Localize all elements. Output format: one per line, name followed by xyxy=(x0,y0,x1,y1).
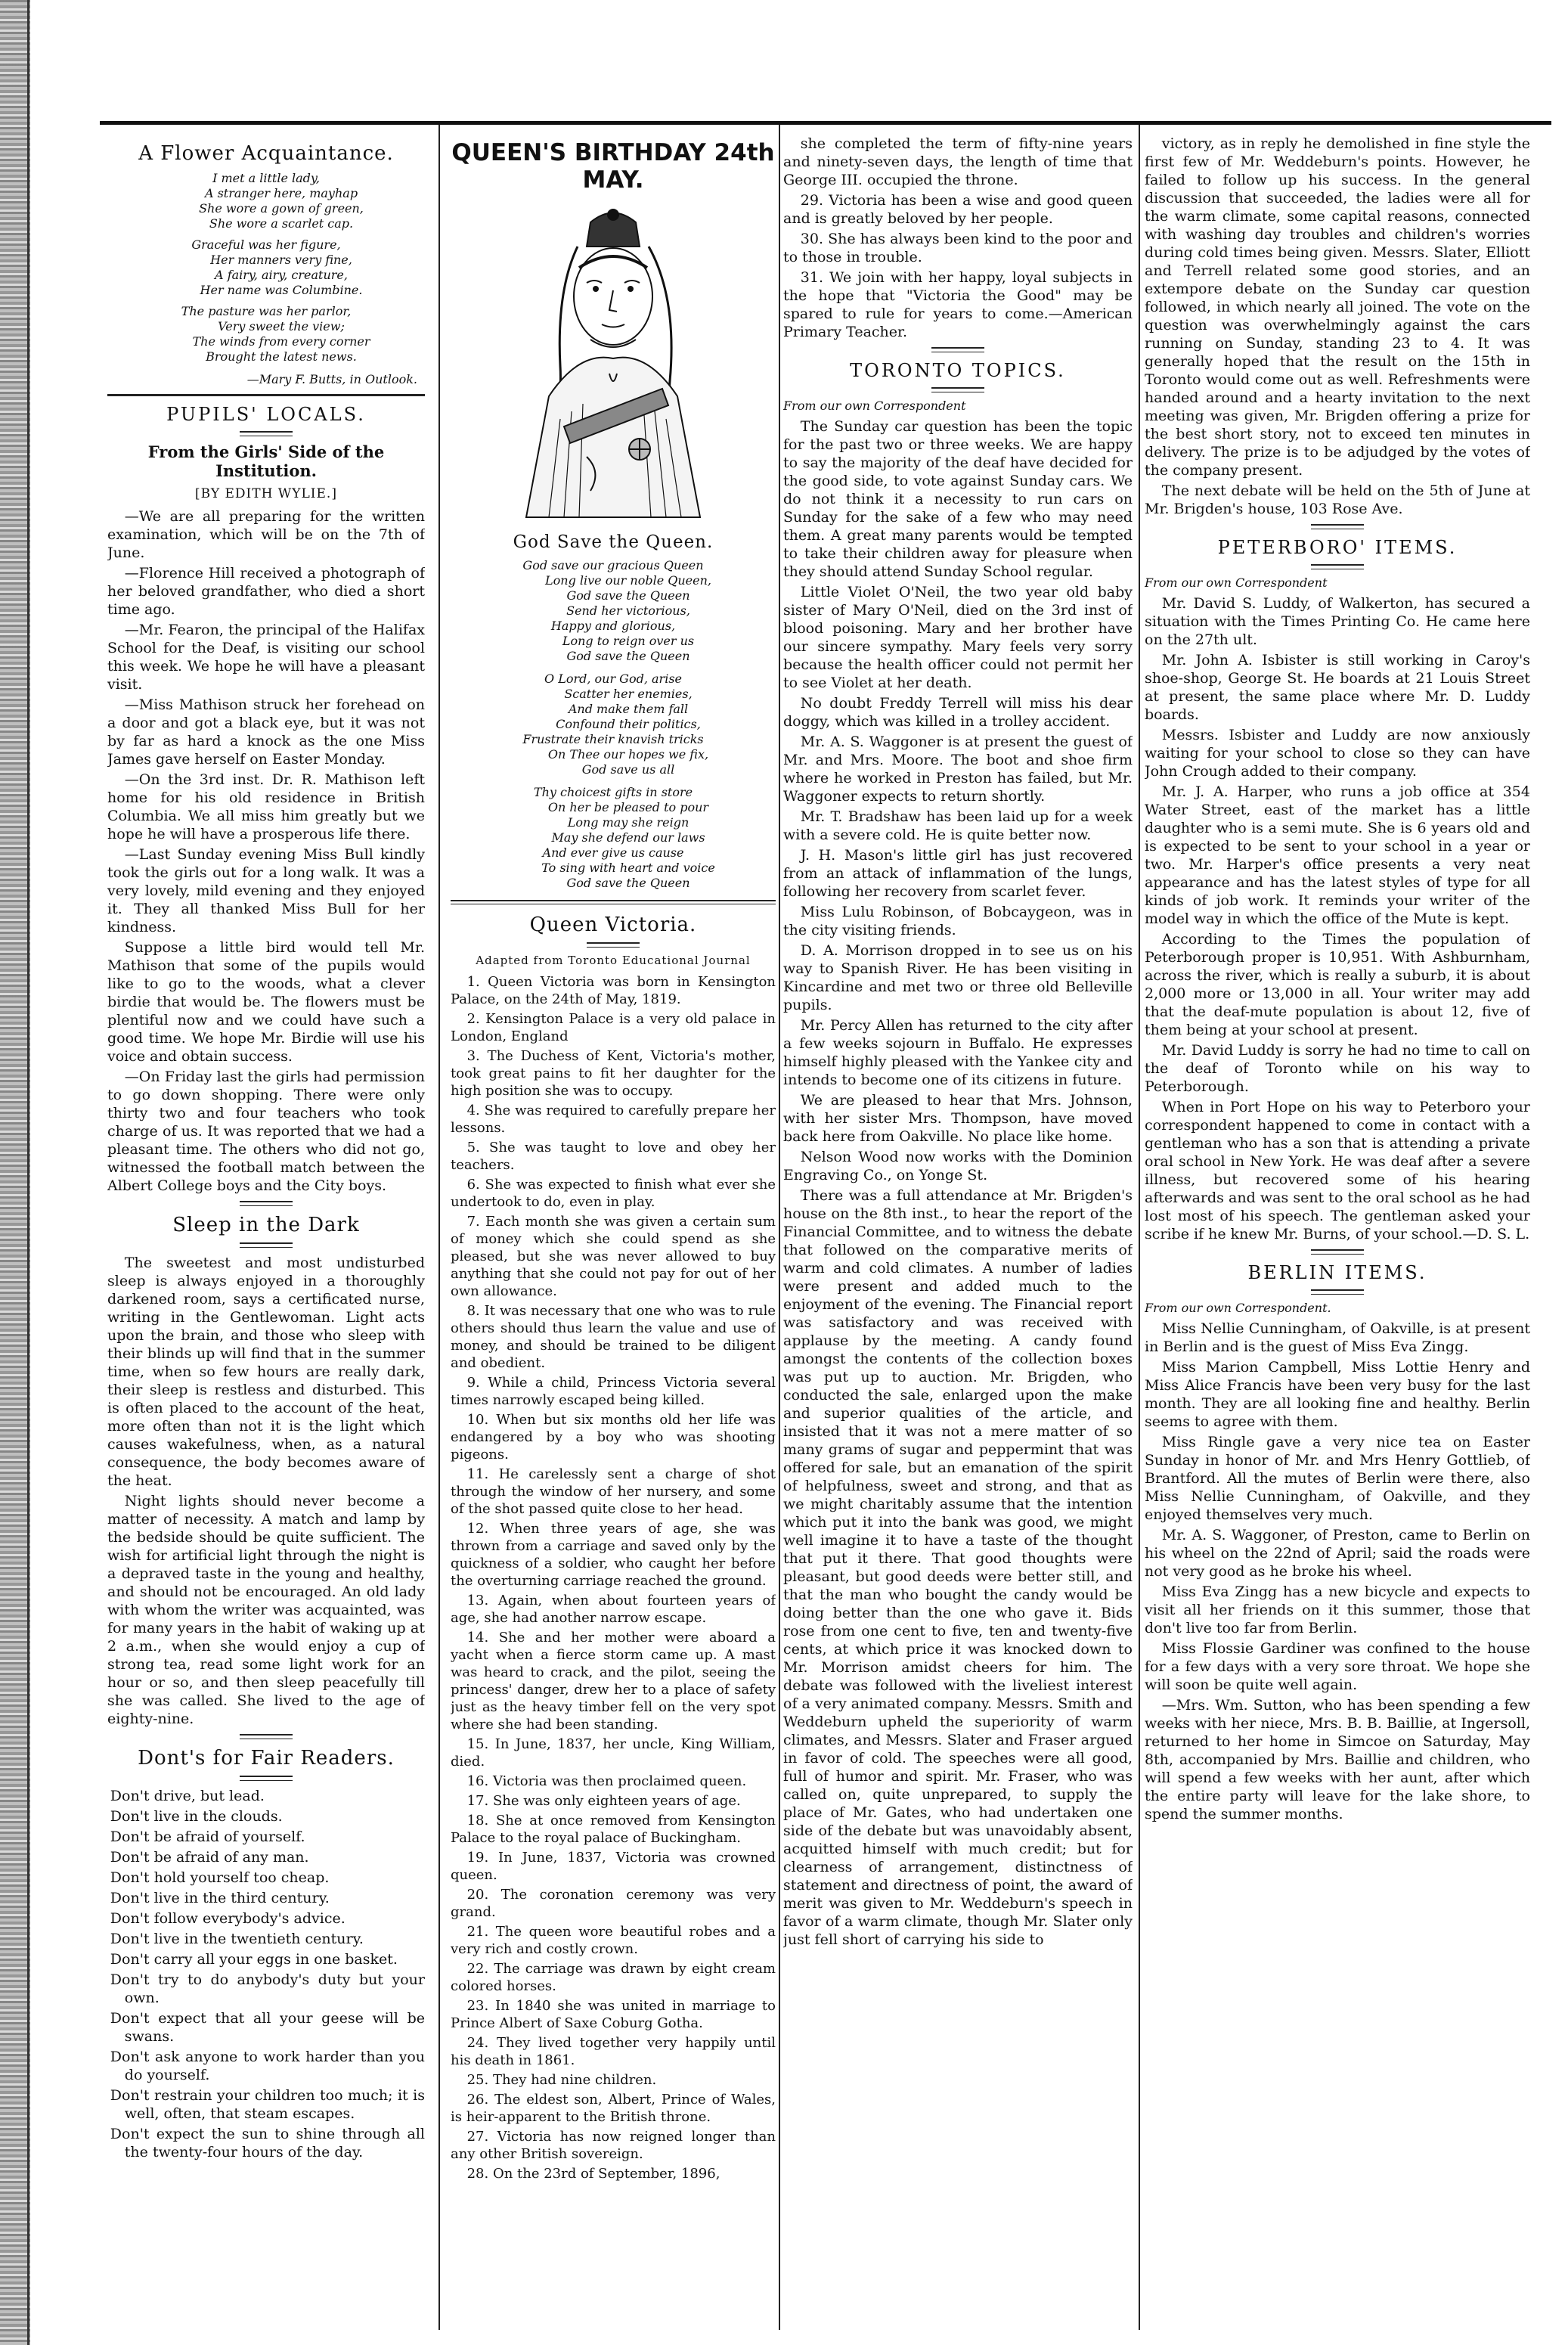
sleep-title: Sleep in the Dark xyxy=(172,1214,360,1236)
column-rule-1 xyxy=(438,125,440,2330)
victoria-item: 1. Queen Victoria was born in Kensington Palace, on the 24th of May, 1819. xyxy=(451,974,776,1007)
anthem-line: To sing with heart and voice xyxy=(541,861,715,875)
sleep-body xyxy=(107,1254,425,1728)
paragraph: —Miss Mathison struck her forehead on a door and got a black eye, but it was not by far as hard a knock as the one Miss James gave herself on Easter Monday. xyxy=(107,696,425,768)
paragraph: Mr. T. Bradshaw has been laid up for a week with a severe cold. He is quite better now. xyxy=(783,808,1133,843)
anthem-line: God save our gracious Queen xyxy=(522,558,704,572)
victoria-item: 5. She was taught to love and obey her teachers. xyxy=(451,1140,776,1173)
anthem-line: Long live our noble Queen, xyxy=(545,573,711,588)
column-2 xyxy=(451,135,776,2331)
paragraph: No doubt Freddy Terrell will miss his dear doggy, which was killed in a trolley accident. xyxy=(783,695,1133,730)
victoria-item: 14. She and her mother were aboard a yacht when a fierce storm came up. A mast was heard to crack, and the pilot, seeing the princess' danger, drew her to a place of safety just as the heavy timber fell on the very spot where she had been standing. xyxy=(451,1630,776,1732)
top-rule xyxy=(100,121,1551,125)
victoria-item: 17. She was only eighteen years of age. xyxy=(466,1793,741,1809)
dont-item: Don't be afraid of any man. xyxy=(110,1849,309,1866)
poem-line: She wore a scarlet cap. xyxy=(209,216,354,231)
paragraph: Miss Ringle gave a very nice tea on Easter Sunday in honor of Mr. and Mrs Henry Gottlieb, of Brantford. All the mutes of Berlin were there, also Miss Nellie Cunningham, of Oakville, and they enjoyed themselves very much. xyxy=(1145,1434,1530,1523)
dont-item: Don't ask anyone to work harder than you do yourself. xyxy=(110,2049,425,2083)
poem-line: The pasture was her parlor, xyxy=(181,304,352,318)
paragraph: Miss Nellie Cunningham, of Oakville, is at present in Berlin and is the guest of Miss Eva Zingg. xyxy=(1145,1320,1530,1355)
victoria-item: 27. Victoria has now reigned longer than any other British sovereign. xyxy=(451,2129,776,2162)
column-1 xyxy=(107,135,425,2331)
paragraph: Miss Marion Campbell, Miss Lottie Henry and Miss Alice Francis have been very busy for the last month. They are all looking fine and healthy. Berlin seems to agree with them. xyxy=(1145,1359,1530,1430)
poem-line: She wore a gown of green, xyxy=(199,201,364,216)
victoria-item: 9. While a child, Princess Victoria several times narrowly escaped being killed. xyxy=(451,1375,776,1408)
separator xyxy=(1311,564,1364,569)
column-4 xyxy=(1145,135,1530,2331)
paragraph: Mr. John A. Isbister is still working in Caroy's shoe-shop, George St. He boards at 21 Louis Street at present, the same place where Mr. D. Luddy boards. xyxy=(1145,652,1530,723)
poem-line: The winds from every corner xyxy=(192,334,370,349)
anthem-line: Scatter her enemies, xyxy=(564,687,693,701)
anthem-line: Confound their politics, xyxy=(556,717,701,731)
dont-item: Don't hold yourself too cheap. xyxy=(110,1869,330,1886)
paragraph: 31. We join with her happy, loyal subjects in the hope that "Victoria the Good" may be spared to rule for years to come.—American Primary Teacher. xyxy=(783,269,1133,340)
flower-credit: —Mary F. Butts, in Outlook. xyxy=(246,372,417,386)
paragraph: D. A. Morrison dropped in to see us on his way to Spanish River. He has been visiting in Kincardine and met two or three old Belleville pupils. xyxy=(783,942,1133,1013)
dont-item: Don't expect the sun to shine through all the twenty-four hours of the day. xyxy=(110,2126,425,2160)
dont-item: Don't try to do anybody's duty but your own. xyxy=(110,1971,425,2006)
flower-poem xyxy=(107,171,425,364)
victoria-item: 11. He carelessly sent a charge of shot through the window of her nursery, and some of the shot passed quite close to her head. xyxy=(451,1466,776,1517)
column-rule-3 xyxy=(1139,125,1140,2330)
anthem-line: Long may she reign xyxy=(567,815,689,830)
berlin-correspondent: From our own Correspondent. xyxy=(1145,1301,1331,1315)
victoria-item: 12. When three years of age, she was thrown from a carriage and saved only by the quickness of a soldier, who caught her before the overturning carriage reached the ground. xyxy=(451,1521,776,1589)
toronto-title: TORONTO TOPICS. xyxy=(850,360,1066,381)
separator xyxy=(240,1734,293,1739)
victoria-item: 19. In June, 1837, Victoria was crowned queen. xyxy=(451,1850,776,1883)
separator xyxy=(1311,524,1364,529)
anthem-line: God save the Queen xyxy=(566,876,690,890)
dont-item: Don't restrain your children too much; it is well, often, that steam escapes. xyxy=(110,2087,425,2122)
dont-item: Don't carry all your eggs in one basket. xyxy=(110,1951,398,1968)
victoria-title: Queen Victoria. xyxy=(529,913,697,936)
paragraph: —On the 3rd inst. Dr. R. Mathison left home for his old residence in British Columbia. We all miss him greatly but we hope he will have a prosperous life there. xyxy=(107,771,425,842)
peterboro-title: PETERBORO' ITEMS. xyxy=(1217,537,1458,558)
scanned-page-edge xyxy=(0,0,30,2345)
separator xyxy=(587,942,640,948)
paragraph: victory, as in reply he demolished in fine style the first few of Mr. Weddeburn's points. However, he failed to follow up his success. In the general discussion that succeeded, the ladies were all for the warm climate, some capital reasons, connected with washing day troubles and children's worries during cold times being given. Messrs. Slater, Elliott and Terrell related some good stories, and an extempore debate on the Sunday car question followed, in which nearly all joined. The vote on the question was overwhelmingly against the cars running on Sunday, standing 23 to 4. It was generally hoped that the result on the 15th in Toronto would come out as well. Refreshments were handed around and a hearty invitation to the next meeting was given, Mr. Brigden offering a prize for the best short story, not to exceed ten minutes in delivery. The prize is to be adjudged by the votes of the company present. xyxy=(1145,135,1530,479)
victoria-item: 16. Victoria was then proclaimed queen. xyxy=(466,1773,747,1789)
separator xyxy=(240,431,293,436)
paragraph: When in Port Hope on his way to Peterboro your correspondent happened to come in contact with a gentleman who has a son that is attending a private oral school in New York. He was deaf after a severe illness, but recovered some of his hearing afterwards and was sent to the oral school as he had lost most of his speech. The gentleman asked your scribe if he knew Mr. Burns, of your school.—D. S. L. xyxy=(1145,1099,1530,1242)
paragraph: Suppose a little bird would tell Mr. Mathison that some of the pupils would like to go to the woods, what a clever birdie that would be. The flowers must be plentiful now and we could have such a good time. We hope Mr. Birdie will use his voice and obtain success. xyxy=(107,939,425,1065)
poem-line: Graceful was her figure, xyxy=(191,237,341,252)
separator xyxy=(240,1242,293,1248)
column-3 xyxy=(783,135,1133,2331)
locals-body xyxy=(107,507,425,1195)
anthem-line: Happy and glorious, xyxy=(550,619,676,633)
victoria-item: 22. The carriage was drawn by eight cream colored horses. xyxy=(451,1961,776,1994)
paragraph: The sweetest and most undisturbed sleep is always enjoyed in a thoroughly darkened room, says a certificated nurse, writing in the Gentlewoman. Light acts upon the brain, and those who sleep with their blinds up will find that in the summer time, when so few hours are really dark, their sleep is restless and disturbed. This is often placed to the account of the heat, more often than not it is the light which causes wakefulness, when, as a natural consequence, the body becomes aware of the heat. xyxy=(107,1255,425,1489)
paragraph: Mr. Percy Allen has returned to the city after a few weeks sojourn in Buffalo. He expresses himself highly pleased with the Yankee city and intends to become one of its citizens in future. xyxy=(783,1017,1133,1088)
anthem-line: Send her victorious, xyxy=(566,603,690,618)
paragraph: The next debate will be held on the 5th of June at Mr. Brigden's house, 103 Rose Ave. xyxy=(1145,482,1530,517)
divider xyxy=(107,394,425,396)
anthem-line: On her be pleased to pour xyxy=(547,800,709,814)
page-edge-line xyxy=(27,0,29,2345)
victoria-item: 7. Each month she was given a certain sum of money which she could spend as she pleased, but she was never allowed to buy anything that she could not pay for out of her own allowance. xyxy=(451,1214,776,1299)
paragraph: There was a full attendance at Mr. Brigden's house on the 8th inst., to hear the report of the Financial Committee, and to witness the debate that followed on the comparative merits of warm and cold climates. A number of ladies were present and added much to the enjoyment of the evening. The Financial report was satisfactory and was received with applause by the meeting. A candy found amongst the contents of the collection boxes was put up to auction. Mr. Brigden, who conducted the sale, enlarged upon the make and superior qualities of the article, and insisted that it was not a mere matter of so many grams of sugar and peppermint that was offered for sale, but an emanation of the spirit of helpfulness, sweet and strong, and that as we might charitably assume that the intention which put it into the bank was good, we might well imagine it to have a taste of the thought that put it there. That good thoughts were pleasant, but good deeds were better still, and that the man who bought the candy would be doing better than the one who gave it. Bids rose from one cent to five, ten and twenty-five cents, at which price it was knocked down to Mr. Morrison amidst cheers for him. The debate was followed with the liveliest interest of a very animated company. Messrs. Smith and Weddeburn upheld the superiority of warm climates, and Messrs. Slater and Fraser argued in favor of cold. The speeches were all good, full of humor and spirit. Mr. Fraser, who was called on, quite unprepared, to supply the place of Mr. Gates, who had undertaken one side of the debate but was unavoidably absent, acquitted himself with much credit; but for clearness of arrangement, distinctness of statement and directness of point, the award of merit was given to Mr. Weddeburn's speech in favor of a warm climate, though Mr. Slater only just fell short of carrying his side to xyxy=(783,1187,1133,1948)
berlin-title: BERLIN ITEMS. xyxy=(1247,1262,1427,1283)
toronto-body xyxy=(783,417,1133,1949)
paragraph: According to the Times the population of Peterborough proper is 10,951. With Ashburnham, across the river, which is really a suburb, it is about 2,000 more or 13,000 in all. Your writer may add that the deaf-mute population is about 12, five of them being at your school at present. xyxy=(1145,931,1530,1038)
victoria-item: 20. The coronation ceremony was very grand. xyxy=(451,1887,776,1920)
poem-line: A fairy, airy, creature, xyxy=(215,268,348,282)
anthem-line: God save the Queen xyxy=(566,588,690,603)
poem-line: Brought the latest news. xyxy=(206,349,357,364)
anthem-line: Thy choicest gifts in store xyxy=(533,785,693,799)
locals-byline: [BY EDITH WYLIE.] xyxy=(195,486,337,501)
peterboro-correspondent: From our own Correspondent xyxy=(1145,575,1328,590)
anthem-line: God save the Queen xyxy=(566,649,690,663)
victoria-item: 3. The Duchess of Kent, Victoria's mother, took great pains to fit her daughter for the high position she was to occupy. xyxy=(451,1048,776,1099)
paragraph: J. H. Mason's little girl has just recovered from an attack of inflammation of the lungs, following her recovery from scarlet fever. xyxy=(783,847,1133,900)
paragraph: she completed the term of fifty-nine years and ninety-seven days, the length of time that George III. occupied the throne. xyxy=(783,135,1133,188)
anthem-line: Frustrate their knavish tricks xyxy=(522,732,704,746)
paragraph: Mr. A. S. Waggoner is at present the guest of Mr. and Mrs. Moore. The boot and shoe firm where he worked in Preston has failed, but Mr. Waggoner expects to return shortly. xyxy=(783,734,1133,805)
paragraph: —Florence Hill received a photograph of her beloved grandfather, who died a short time ago. xyxy=(107,565,425,618)
victoria-item: 18. She at once removed from Kensington Palace to the royal palace of Buckingham. xyxy=(451,1813,776,1846)
dont-item: Don't be afraid of yourself. xyxy=(110,1829,305,1845)
dont-item: Don't live in the clouds. xyxy=(110,1808,283,1825)
flower-title: A Flower Acquaintance. xyxy=(138,142,394,165)
paragraph: —Last Sunday evening Miss Bull kindly took the girls out for a long walk. It was a very lovely, mild evening and they enjoyed it. They all thanked Miss Bull for her kindness. xyxy=(107,846,425,935)
anthem-poem xyxy=(451,558,776,891)
locals-subtitle: From the Girls' Side of the Institution. xyxy=(147,442,385,480)
poem-line: A stranger here, mayhap xyxy=(204,186,358,200)
victoria-item: 28. On the 23rd of September, 1896, xyxy=(466,2166,720,2182)
paragraph: Miss Lulu Robinson, of Bobcaygeon, was in the city visiting friends. xyxy=(783,904,1133,938)
anthem-line: And ever give us cause xyxy=(542,845,684,860)
paragraph: —On Friday last the girls had permission to go down shopping. There were only thirty two and four teachers who took charge of us. It was reported that we had a pleasant time. The others who did not go, witnessed the football match between the Albert College boys and the City boys. xyxy=(107,1069,425,1194)
separator xyxy=(240,1776,293,1781)
paragraph: 29. Victoria has been a wise and good queen and is greatly beloved by her people. xyxy=(783,192,1133,227)
separator xyxy=(931,347,984,352)
victoria-item: 26. The eldest son, Albert, Prince of Wales, is heir-apparent to the British throne. xyxy=(451,2092,776,2125)
paragraph: Night lights should never become a matter of necessity. A match and lamp by the bedside should be quite sufficient. The wish for artificial light through the night is a depraved taste in the young and healthy, and should not be encouraged. An old lady with whom the writer was acquainted, was for many years in the habit of waking up at 2 a.m., when she would enjoy a cup of strong tea, read some light work for an hour or so, and then sleep peacefully till she was called. She lived to the age of eighty-nine. xyxy=(107,1493,425,1727)
donts-title: Dont's for Fair Readers. xyxy=(138,1747,395,1770)
victoria-item: 6. She was expected to finish what ever she undertook to do, even in play. xyxy=(451,1177,776,1210)
anthem-line: May she defend our laws xyxy=(551,830,705,845)
victoria-item: 23. In 1840 she was united in marriage to Prince Albert of Saxe Coburg Gotha. xyxy=(451,1998,776,2031)
victoria-source: Adapted from Toronto Educational Journal xyxy=(476,954,751,967)
poem-line: Very sweet the view; xyxy=(218,319,345,333)
victoria-item: 13. Again, when about fourteen years of age, she had another narrow escape. xyxy=(451,1593,776,1626)
victoria-item: 15. In June, 1837, her uncle, King William, died. xyxy=(451,1736,776,1770)
dont-item: Don't live in the twentieth century. xyxy=(110,1931,364,1947)
anthem-line: Long to reign over us xyxy=(562,634,695,648)
column-rule-2 xyxy=(779,125,780,2330)
victoria-item: 2. Kensington Palace is a very old palace in London, England xyxy=(451,1011,776,1044)
dont-item: Don't drive, but lead. xyxy=(110,1788,265,1804)
paragraph: Mr. J. A. Harper, who runs a job office at 354 Water Street, east of the market has a little daughter who is a semi mute. She is 6 years old and is expected to be sent to your school in a year or two. Mr. Harper's office presents a very neat appearance and has the latest styles of type for all kinds of job work. It reminds your writer of the model way in which the office of the Mute is kept. xyxy=(1145,783,1530,927)
peterboro-body xyxy=(1145,594,1530,1243)
paragraph: 30. She has always been kind to the poor and to those in trouble. xyxy=(783,231,1133,265)
paragraph: —We are all preparing for the written examination, which will be on the 7th of June. xyxy=(107,508,425,561)
berlin-body xyxy=(1145,1320,1530,1823)
victoria-item: 10. When but six months old her life was endangered by a boy who was shooting pigeons. xyxy=(451,1412,776,1463)
anthem-line: And make them fall xyxy=(568,702,689,716)
toronto-continued xyxy=(1145,135,1530,518)
victoria-items xyxy=(451,973,776,2182)
dont-item: Don't expect that all your geese will be swans. xyxy=(110,2010,425,2045)
paragraph: Nelson Wood now works with the Dominion Engraving Co., on Yonge St. xyxy=(783,1149,1133,1183)
paragraph: The Sunday car question has been the topic for the past two or three weeks. We are happy to say the majority of the deaf have decided for the good side, to vote against Sunday cars. We do not think it a necessity to run cars on Sunday for the sake of a few who may need them. A great many parents would be tempted to take their children away for pleasure when they should attend Sunday School regular. xyxy=(783,418,1133,580)
victoria-item: 25. They had nine children. xyxy=(466,2072,657,2088)
toronto-correspondent: From our own Correspondent xyxy=(783,399,966,413)
divider xyxy=(451,900,776,904)
poem-line: Her manners very fine, xyxy=(210,253,352,267)
donts-list xyxy=(107,1787,425,2161)
paragraph: —Mrs. Wm. Sutton, who has been spending a few weeks with her niece, Mrs. B. B. Baillie, at Ingersoll, returned to her home in Simcoe on Saturday, May 8th, accompanied by Mrs. Baillie and children, who will spend a few weeks with her aunt, after which the entire party will leave for the lake shore, to spend the summer months. xyxy=(1145,1697,1530,1822)
queen-victoria-portrait-engraving xyxy=(488,200,738,525)
victoria-item: 21. The queen wore beautiful robes and a very rich and costly crown. xyxy=(451,1924,776,1957)
anthem-line: O Lord, our God, arise xyxy=(544,672,682,686)
paragraph: —Mr. Fearon, the principal of the Halifax School for the Deaf, is visiting our school this week. We hope he will have a pleasant visit. xyxy=(107,622,425,693)
dont-item: Don't live in the third century. xyxy=(110,1890,330,1906)
victoria-item: 8. It was necessary that one who was to rule others should thus learn the value and use of money, and should be trained to be diligent and obedient. xyxy=(451,1303,776,1371)
queens-birthday-banner: QUEEN'S BIRTHDAY 24th MAY. xyxy=(451,139,775,194)
paragraph: Mr. A. S. Waggoner, of Preston, came to Berlin on his wheel on the 22nd of April; said the roads were not very good as he broke his wheel. xyxy=(1145,1527,1530,1580)
anthem-line: On Thee our hopes we fix, xyxy=(547,747,709,762)
poem-line: I met a little lady, xyxy=(212,171,320,185)
paragraph: Miss Eva Zingg has a new bicycle and expects to visit all her friends on it this summer, those that don't live too far from Berlin. xyxy=(1145,1583,1530,1636)
paragraph: Messrs. Isbister and Luddy are now anxiously waiting for your school to close so they can have John Crough added to their company. xyxy=(1145,727,1530,780)
poem-line: Her name was Columbine. xyxy=(200,283,363,297)
victoria-continued xyxy=(783,135,1133,341)
anthem-line: God save us all xyxy=(581,762,675,777)
separator xyxy=(240,1201,293,1206)
paragraph: Miss Flossie Gardiner was confined to the house for a few days with a very sore throat. We hope she will soon be quite well again. xyxy=(1145,1640,1530,1693)
separator xyxy=(1311,1289,1364,1295)
paragraph: Mr. David S. Luddy, of Walkerton, has secured a situation with the Times Printing Co. He came here on the 27th ult. xyxy=(1145,595,1530,648)
victoria-item: 24. They lived together very happily until his death in 1861. xyxy=(451,2035,776,2068)
anthem-title: God Save the Queen. xyxy=(513,532,714,552)
paragraph: We are pleased to hear that Mrs. Johnson, with her sister Mrs. Thompson, have moved back here from Oakville. No place like home. xyxy=(783,1092,1133,1145)
paragraph: Mr. David Luddy is sorry he had no time to call on the deaf of Toronto while on his way to Peterborough. xyxy=(1145,1042,1530,1095)
paragraph: Little Violet O'Neil, the two year old baby sister of Mary O'Neil, died on the 3rd inst of blood poisoning. Mary and her brother have our sincere sympathy. Mary feels very sorry because the health officer could not permit her to see Violet at her death. xyxy=(783,584,1133,691)
separator xyxy=(931,387,984,392)
separator xyxy=(1311,1249,1364,1255)
victoria-item: 4. She was required to carefully prepare her lessons. xyxy=(451,1103,776,1136)
dont-item: Don't follow everybody's advice. xyxy=(110,1910,346,1927)
locals-title: PUPILS' LOCALS. xyxy=(166,404,366,425)
